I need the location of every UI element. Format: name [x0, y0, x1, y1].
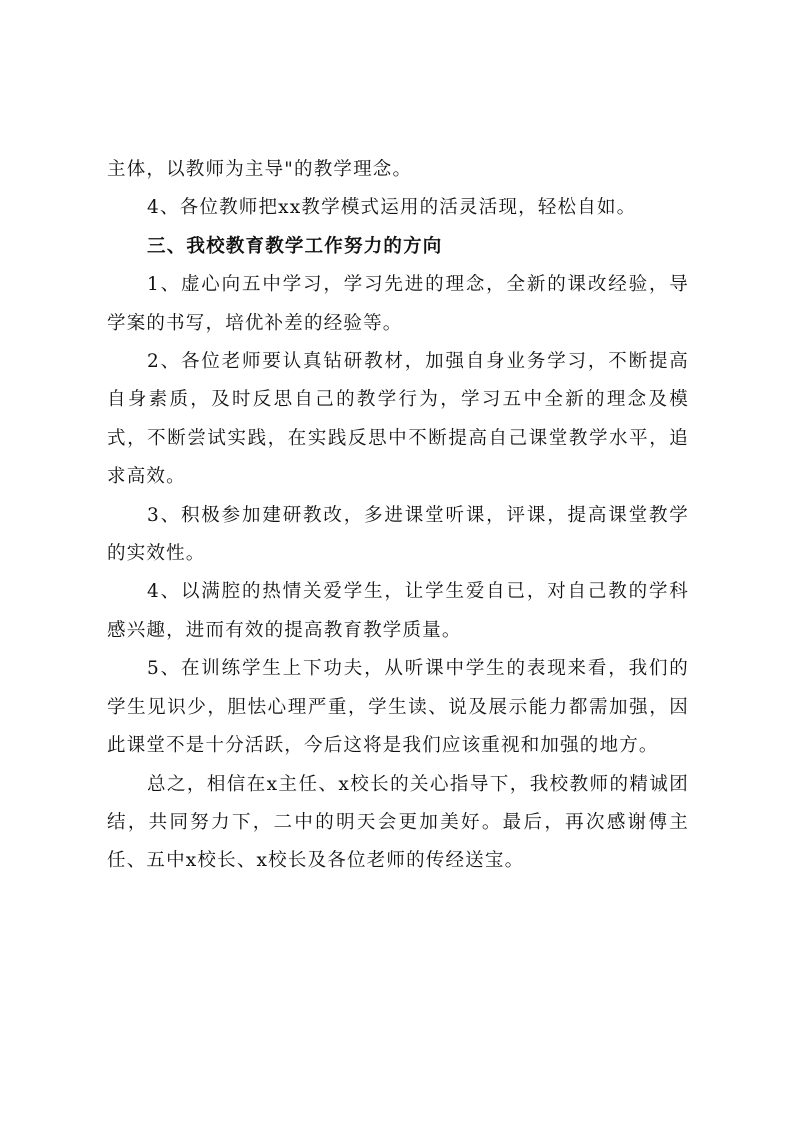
paragraph-item-4-mode: 4、各位教师把xx教学模式运用的活灵活现，轻松自如。 [147, 197, 637, 219]
paragraph-conclusion: 总之，相信在x主任、x校长的关心指导下，我校教师的精诚团结，共同努力下，二中的明天会更加美好。最后，再次感谢傅主任、五中x校长、x校长及各位老师的传经送宝。 [107, 773, 689, 872]
paragraph-item-4-care: 4、以满腔的热情关爱学生，让学生爱自已，对自己教的学科感兴趣，进而有效的提高教育教学质量。 [107, 581, 689, 641]
paragraph-item-2-study: 2、各位老师要认真钻研教材，加强自身业务学习，不断提高自身素质，及时反思自己的教学行为，学习五中全新的理念及模式，不断尝试实践，在实践反思中不断提高自己课堂教学水平，追求高效。 [107, 351, 689, 488]
section-heading-3: 三、我校教育教学工作努力的方向 [147, 235, 443, 257]
paragraph-item-1-learn: 1、虚心向五中学习，学习先进的理念，全新的课改经验，导学案的书写，培优补差的经验等。 [107, 274, 689, 334]
paragraph-item-5-train: 5、在训练学生上下功夫，从听课中学生的表现来看，我们的学生见识少，胆怯心理严重，学生读、说及展示能力都需加强，因此课堂不是十分活跃，今后这将是我们应该重视和加强的地方。 [107, 658, 689, 757]
paragraph-continuation: 主体，以教师为主导"的教学理念。 [107, 159, 413, 180]
document-body [107, 151, 689, 881]
paragraph-item-3-reform: 3、积极参加建研教改，多进课堂听课，评课，提高课堂教学的实效性。 [107, 504, 689, 565]
